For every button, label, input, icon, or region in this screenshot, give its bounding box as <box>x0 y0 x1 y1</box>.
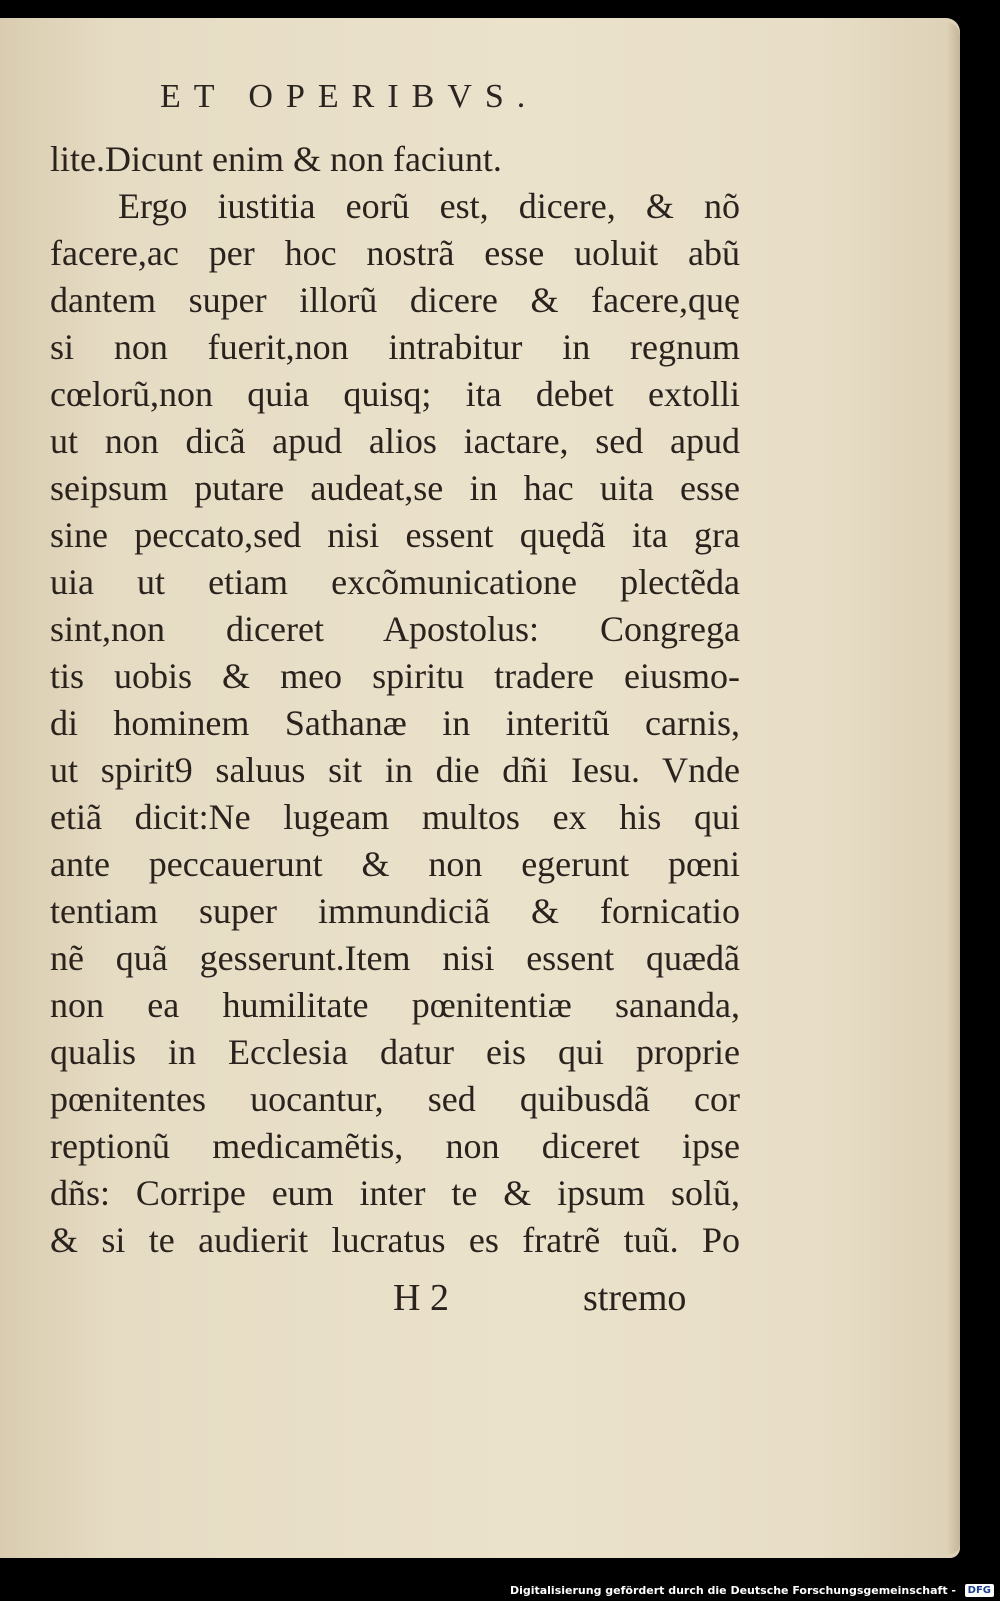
text-line: cœlorũ,non quia quisq; ita debet extolli <box>50 374 740 414</box>
book-page <box>0 18 960 1558</box>
text-line: tis uobis & meo spiritu tradere eiusmo- <box>50 656 740 696</box>
text-line: dñs: Corripe eum inter te & ipsum solũ, <box>50 1173 740 1213</box>
text-line: ut non dicã apud alios iactare, sed apud <box>50 421 740 461</box>
text-line: ante peccauerunt & non egerunt pœni <box>50 844 740 884</box>
signature-mark: H 2 <box>393 1277 449 1319</box>
digitization-bar <box>0 1558 1000 1601</box>
running-title: ET OPERIBVS. <box>160 78 539 115</box>
text-line: tentiam super immundiciã & fornicatio <box>50 891 740 931</box>
text-line: qualis in Ecclesia datur eis qui proprie <box>50 1032 740 1072</box>
text-line: pœnitentes uocantur, sed quibusdã cor <box>50 1079 740 1119</box>
page-footer <box>0 1276 960 1326</box>
text-line: facere,ac per hoc nostrã esse uoluit abũ <box>50 233 740 273</box>
digitization-credit: Digitalisierung gefördert durch die Deutsche Forschungsgemeinschaft - <box>509 1584 956 1597</box>
text-line: Ergo iustitia eorũ est, dicere, & nõ <box>118 186 740 226</box>
text-line: lite.Dicunt enim & non faciunt. <box>50 139 502 179</box>
text-line: sint,non diceret Apostolus: Congrega <box>50 609 740 649</box>
text-line: sine peccato,sed nisi essent quędã ita gra <box>50 515 740 555</box>
text-line: non ea humilitate pœnitentiæ sananda, <box>50 985 740 1025</box>
text-line: seipsum putare audeat,se in hac uita esse <box>50 468 740 508</box>
text-line: etiã dicit:Ne lugeam multos ex his qui <box>50 797 740 837</box>
text-line: ut spirit9 saluus sit in die dñi Iesu. Vnde <box>50 750 740 790</box>
text-line: & si te audierit lucratus es fratrẽ tuũ. Po <box>50 1220 740 1260</box>
catchword: stremo <box>583 1277 687 1319</box>
text-line: dantem super illorũ dicere & facere,quę <box>50 280 740 320</box>
text-line: uia ut etiam excõmunicatione plectẽda <box>50 562 740 602</box>
text-line: si non fuerit,non intrabitur in regnum <box>50 327 740 367</box>
body-text <box>50 136 740 1264</box>
text-line: nẽ quã gesserunt.Item nisi essent quædã <box>50 938 740 978</box>
text-line: di hominem Sathanæ in interitũ carnis, <box>50 703 740 743</box>
dfg-logo-icon: DFG <box>965 1584 994 1597</box>
text-line: reptionũ medicamẽtis, non diceret ipse <box>50 1126 740 1166</box>
